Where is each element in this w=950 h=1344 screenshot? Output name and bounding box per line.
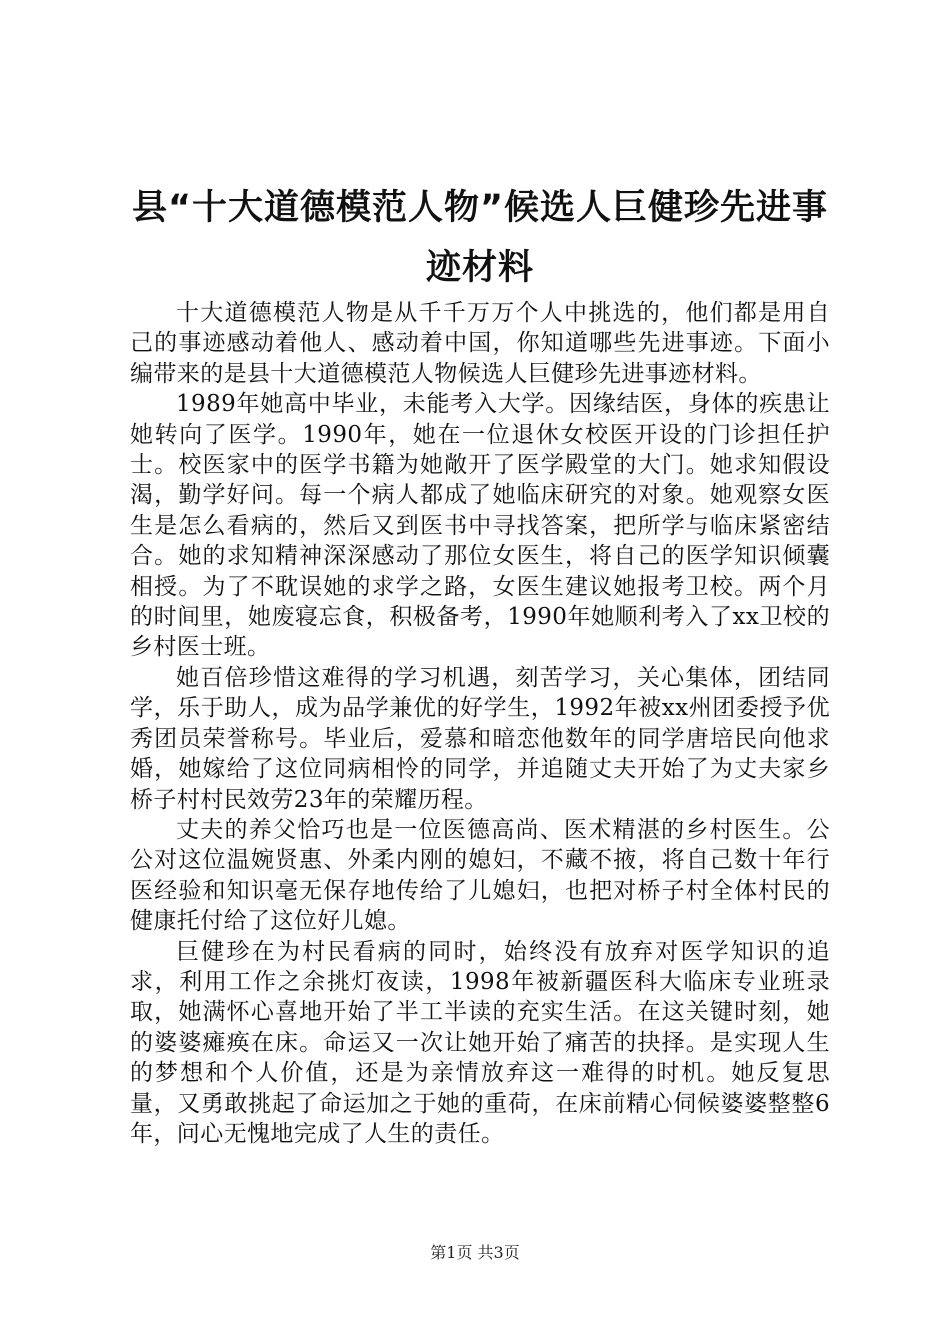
paragraph-study: 她百倍珍惜这难得的学习机遇，刻苦学习，关心集体，团结同学，乐于助人，成为品学兼优的好学生，1992年被xx州团委授予优秀团员荣誉称号。毕业后，爱慕和暗恋他数年的同学唐培民向他求婚，她嫁给了这位同病相怜的同学，并追随丈夫开始了为丈夫家乡桥子村村民效劳23年的荣耀历程。: [130, 664, 830, 813]
paragraph-1989: 1989年她高中毕业，未能考入大学。因缘结医，身体的疾患让她转向了医学。1990年，她在一位退休女校医开设的门诊担任护士。校医家中的医学书籍为她敞开了医学殿堂的大门。她求知假设渴，勤学好问。每一个病人都成了她临床研究的对象。她观察女医生是怎么看病的，然后又到医书中寻找答案，把所学与临床紧密结合。她的求知精神深深感动了那位女医生，将自己的医学知识倾囊相授。为了不耽误她的求学之路，女医生建议她报考卫校。两个月的时间里，她废寝忘食，积极备考，1990年她顺利考入了xx卫校的乡村医士班。: [130, 391, 830, 661]
title-line-2: 迹材料: [425, 248, 534, 288]
paragraph-intro: 十大道德模范人物是从千千万万个人中挑选的，他们都是用自己的事迹感动着他人、感动着中国，你知道哪些先进事迹。下面小编带来的是县十大道德模范人物候选人巨健珍先进事迹材料。: [130, 300, 830, 387]
paragraph-father-in-law: 丈夫的养父恰巧也是一位医德高尚、医术精湛的乡村医生。公公对这位温婉贤惠、外柔内刚的媳妇，不藏不掖，将自己数十年行医经验和知识毫无保存地传给了儿媳妇，也把对桥子村全体村民的健康托付给了这位好儿媳。: [130, 816, 830, 935]
page-footer: 第1页 共3页: [430, 1243, 520, 1262]
paragraph-pursuit: 巨健珍在为村民看病的同时，始终没有放弃对医学知识的追求，利用工作之余挑灯夜读，1998年被新疆医科大临床专业班录取，她满怀心喜地开始了半工半读的充实生活。在这关键时刻，她的婆婆瘫痪在床。命运又一次让她开始了痛苦的抉择。是实现人生的梦想和个人价值，还是为亲情放弃这一难得的时机。她反复思量，又勇敢挑起了命运加之于她的重荷，在床前精心伺候婆婆整整6年，问心无愧地完成了人生的责任。: [130, 938, 830, 1147]
title-line-1: 县“十大道德模范人物”候选人巨健珍先进事: [131, 188, 828, 228]
document-title: [120, 178, 840, 298]
document-body: [130, 298, 830, 1149]
